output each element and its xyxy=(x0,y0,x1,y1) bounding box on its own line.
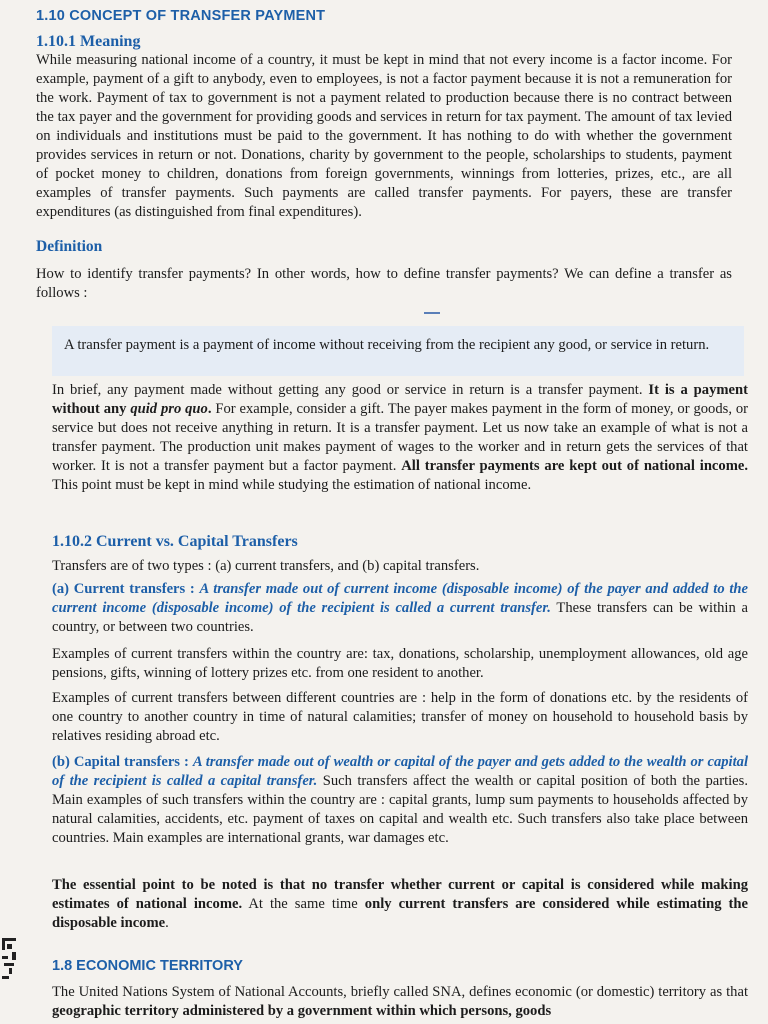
current-transfers-definition: A transfer made out of current income (disposable income) of the payer and added to the current income (disposable income) of the recipient is called a current transfer. xyxy=(52,581,748,616)
economic-territory-text: The United Nations System of National Accounts, briefly called SNA, defines economic (or domestic) territory as that xyxy=(52,984,748,1000)
essential-bold-2: only current transfers are considered while estimating the disposable income xyxy=(52,896,748,931)
divider-dash xyxy=(424,312,440,314)
brief-text-1: In brief, any payment made without getting any good or service in return is a transfer payment. xyxy=(52,382,649,398)
brief-text-2: For example, consider a gift. The payer makes payment in the form of money, or goods, or service but does not receive anything in return. It is a transfer payment. Let us now take an example of what is not a transfer payment. The production unit makes payment of wages to the worker and in return gets the services of that worker. It is not a transfer payment but a factor payment. xyxy=(52,401,749,474)
current-transfers-paragraph xyxy=(52,580,748,637)
definition-text: A transfer payment is a payment of income without receiving from the recipient any good, or service in return. xyxy=(64,337,710,353)
brief-bold-2: . xyxy=(207,401,212,417)
examples-within-paragraph: Examples of current transfers within the country are: tax, donations, scholarship, unemployment allowances, old age pensions, gifts, winning of lottery prizes etc. from one resident to another. xyxy=(52,646,748,681)
brief-bold-italic: quid pro quo xyxy=(130,401,208,417)
essential-bold-1: The essential point to be noted is that no transfer whether current or capital is considered while making estimates of national income. xyxy=(52,877,748,912)
current-transfers-rest: These transfers can be within a country, or between two countries. xyxy=(52,600,748,635)
section-heading: 1.10 CONCEPT OF TRANSFER PAYMENT xyxy=(36,8,326,24)
transfers-intro: Transfers are of two types : (a) current transfers, and (b) capital transfers. xyxy=(52,558,480,574)
examples-between-paragraph: Examples of current transfers between different countries are : help in the form of donations etc. by the residents of one country to another country in time of natural calamities; transfer of money on household to household basis by relatives residing abroad etc. xyxy=(52,690,748,744)
capital-transfers-label: (b) Capital transfers : xyxy=(52,754,193,770)
definition-heading: Definition xyxy=(36,238,103,255)
brief-bold-1: It is a payment without any xyxy=(52,382,748,417)
capital-transfers-rest: Such transfers affect the wealth or capital position of both the parties. Main examples of such transfers within the country are : capital grants, lump sum payments to households affected by natural calamities, accidents, etc. payment of taxes on capital and wealth etc. Such transfers also take place between countries. Main examples are international grants, war damages etc. xyxy=(52,773,748,846)
current-capital-heading: 1.10.2 Current vs. Capital Transfers xyxy=(52,533,298,550)
qr-code-icon xyxy=(0,938,18,980)
current-transfers-label: (a) Current transfers : xyxy=(52,581,200,597)
economic-territory-bold: geographic territory administered by a government within which persons, goods xyxy=(52,1003,552,1019)
capital-transfers-definition: A transfer made out of wealth or capital of the payer and gets added to the wealth or capital of the recipient is called a capital transfer. xyxy=(52,754,748,789)
brief-text-3: This point must be kept in mind while studying the estimation of national income. xyxy=(52,477,532,493)
essential-end: . xyxy=(165,915,169,931)
economic-territory-heading: 1.8 ECONOMIC TERRITORY xyxy=(52,958,243,974)
meaning-paragraph: While measuring national income of a country, it must be kept in mind that not every income is a factor income. For example, payment of a gift to anybody, even to employees, is not a factor payment because it is not a remuneration for the work. Payment of tax to government is not a payment related to production because there is no contract between the tax payer and the government for providing goods and services in return for tax payment. The amount of tax levied on individuals and institutions must be paid to the government. It has nothing to do with whether the government provides services in return or not. Donations, charity by government to the people, scholarships to students, payment of pocket money to children, donations from foreign governments, winnings from lotteries, prizes, etc., are all examples of transfer payments. Such payments are called transfer payments. For payers, these are transfer expenditures (as distinguished from final expenditures). xyxy=(36,52,732,220)
meaning-heading: 1.10.1 Meaning xyxy=(36,33,141,50)
essential-point-paragraph xyxy=(52,876,748,933)
economic-territory-paragraph xyxy=(52,983,748,1021)
essential-mid: At the same time xyxy=(242,896,365,912)
brief-bold-3: All transfer payments are kept out of national income. xyxy=(401,458,748,474)
brief-paragraph xyxy=(52,381,748,495)
definition-intro: How to identify transfer payments? In other words, how to define transfer payments? We can define a transfer as follows : xyxy=(36,266,732,301)
capital-transfers-paragraph xyxy=(52,753,748,848)
